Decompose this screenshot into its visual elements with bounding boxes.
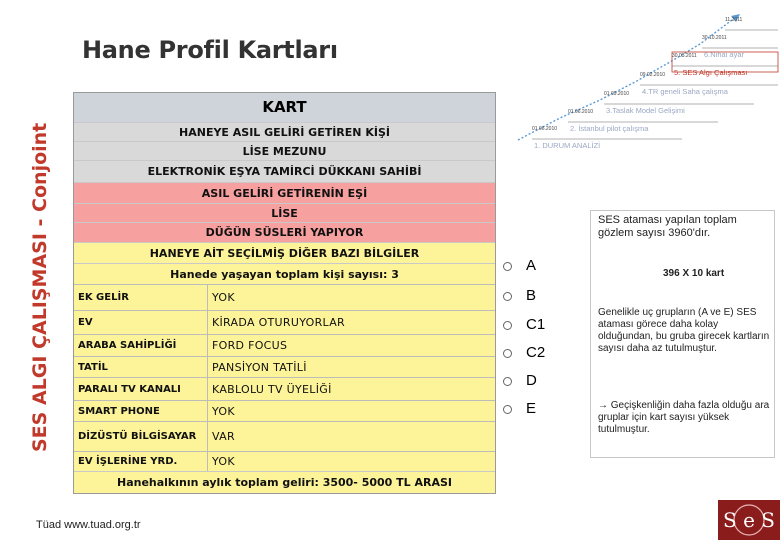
radio-circle-icon: [503, 405, 512, 414]
ses-group-option: [503, 400, 536, 417]
ses-group-label: C1: [526, 316, 546, 333]
attribute-label: ARABA SAHİPLİĞİ: [74, 334, 207, 356]
timeline-step-date: 01.06.2010: [532, 126, 558, 132]
attribute-value: KİRADA OTURUYORLAR: [207, 310, 495, 334]
card-row: DÜĞÜN SÜSLERİ YAPIYOR: [74, 222, 495, 242]
ses-group-option: [503, 257, 536, 274]
card-row: ASIL GELİRİ GETİRENİN EŞİ: [74, 182, 495, 203]
footer-text: Tüad www.tuad.org.tr: [36, 519, 141, 531]
profile-card: [73, 92, 496, 494]
attribute-value: YOK: [207, 451, 495, 471]
radio-circle-icon: [503, 292, 512, 301]
attribute-value: PANSİYON TATİLİ: [207, 356, 495, 377]
timeline-step-date: 30.03.2011: [672, 53, 697, 59]
attribute-label: EV İŞLERİNE YRD.: [74, 451, 207, 471]
timeline-step-label: 2. İstanbul pilot çalışma: [570, 124, 649, 133]
info-box: [590, 210, 775, 458]
timeline-step-date: 01.09.2010: [604, 91, 630, 97]
page-title: Hane Profil Kartları: [82, 36, 338, 64]
timeline-step-label: 5. SES Algı Çalışması: [674, 68, 748, 77]
card-row: HANEYE ASIL GELİRİ GETİREN KİŞİ: [74, 122, 495, 141]
ses-group-label: E: [526, 400, 537, 417]
info-card-count: 396 X 10 kart: [663, 268, 725, 279]
ses-group-label: C2: [526, 344, 546, 361]
card-income-footer: Hanehalkının aylık toplam geliri: 3500- 5000 TL ARASI: [74, 471, 495, 493]
vertical-title-text: SES ALGI ÇALIŞMASI - Conjoint: [29, 122, 51, 452]
card-row: LİSE MEZUNU: [74, 141, 495, 160]
radio-circle-icon: [503, 321, 512, 330]
card-header: KART: [74, 93, 495, 122]
timeline-step-date: 30.10.2011: [702, 35, 727, 41]
attribute-value: FORD FOCUS: [207, 334, 495, 356]
ses-group-option: [503, 372, 537, 389]
attribute-label: EV: [74, 310, 207, 334]
info-observation-count: SES ataması yapılan toplam gözlem sayısı 3960'dır.: [598, 214, 737, 239]
radio-circle-icon: [503, 262, 512, 271]
attribute-value: KABLOLU TV ÜYELİĞİ: [207, 377, 495, 400]
ses-group-option: [503, 287, 536, 304]
ses-group-label: B: [526, 287, 537, 304]
card-row: Hanede yaşayan toplam kişi sayısı: 3: [74, 263, 495, 284]
logo-text: S e S: [723, 508, 775, 532]
timeline-arrow: [518, 14, 740, 140]
timeline-step-label: 4.TR geneli Saha çalışma: [642, 87, 728, 96]
attribute-value: VAR: [207, 421, 495, 451]
info-middle-groups-note: → Geçişkenliğin daha fazla olduğu ara gruplar için kart sayısı yüksek tutulmuştur.: [598, 400, 770, 435]
card-row: LİSE: [74, 203, 495, 222]
timeline-step-label: 1. DURUM ANALİZİ: [534, 141, 601, 150]
attribute-label: DİZÜSTÜ BİLGİSAYAR: [74, 421, 207, 451]
vertical-section-title: [0, 0, 56, 460]
timeline-graphic: [500, 0, 780, 160]
ses-group-label: D: [526, 372, 537, 389]
attribute-label: TATİL: [74, 356, 207, 377]
attribute-label: SMART PHONE: [74, 400, 207, 421]
radio-circle-icon: [503, 349, 512, 358]
timeline-step-label: 3.Taslak Model Gelişimi: [606, 106, 685, 115]
timeline-step-date: 11.2011: [725, 17, 743, 23]
ses-group-option: [503, 344, 545, 361]
ses-group-option: [503, 316, 545, 333]
timeline-step-label: 6.Nihai ayar: [704, 50, 745, 59]
radio-circle-icon: [503, 377, 512, 386]
info-extreme-groups-note: Genelikle uç grupların (A ve E) SES ataması görece daha kolay olduğundan, bu gruba girecek kartların sayısı daha az tutulmuştur.: [598, 307, 770, 354]
attribute-label: PARALI TV KANALI: [74, 377, 207, 400]
attribute-label: EK GELİR: [74, 284, 207, 310]
card-row: ELEKTRONİK EŞYA TAMİRCİ DÜKKANI SAHİBİ: [74, 160, 495, 182]
timeline-step-date: 09.02.2010: [640, 72, 666, 78]
ses-group-label: A: [526, 257, 537, 274]
timeline-step-date: 01.06.2010: [568, 109, 594, 115]
attribute-value: YOK: [207, 284, 495, 310]
attribute-value: YOK: [207, 400, 495, 421]
card-row: HANEYE AİT SEÇİLMİŞ DİĞER BAZI BİLGİLER: [74, 242, 495, 263]
ses-logo: [718, 500, 780, 540]
